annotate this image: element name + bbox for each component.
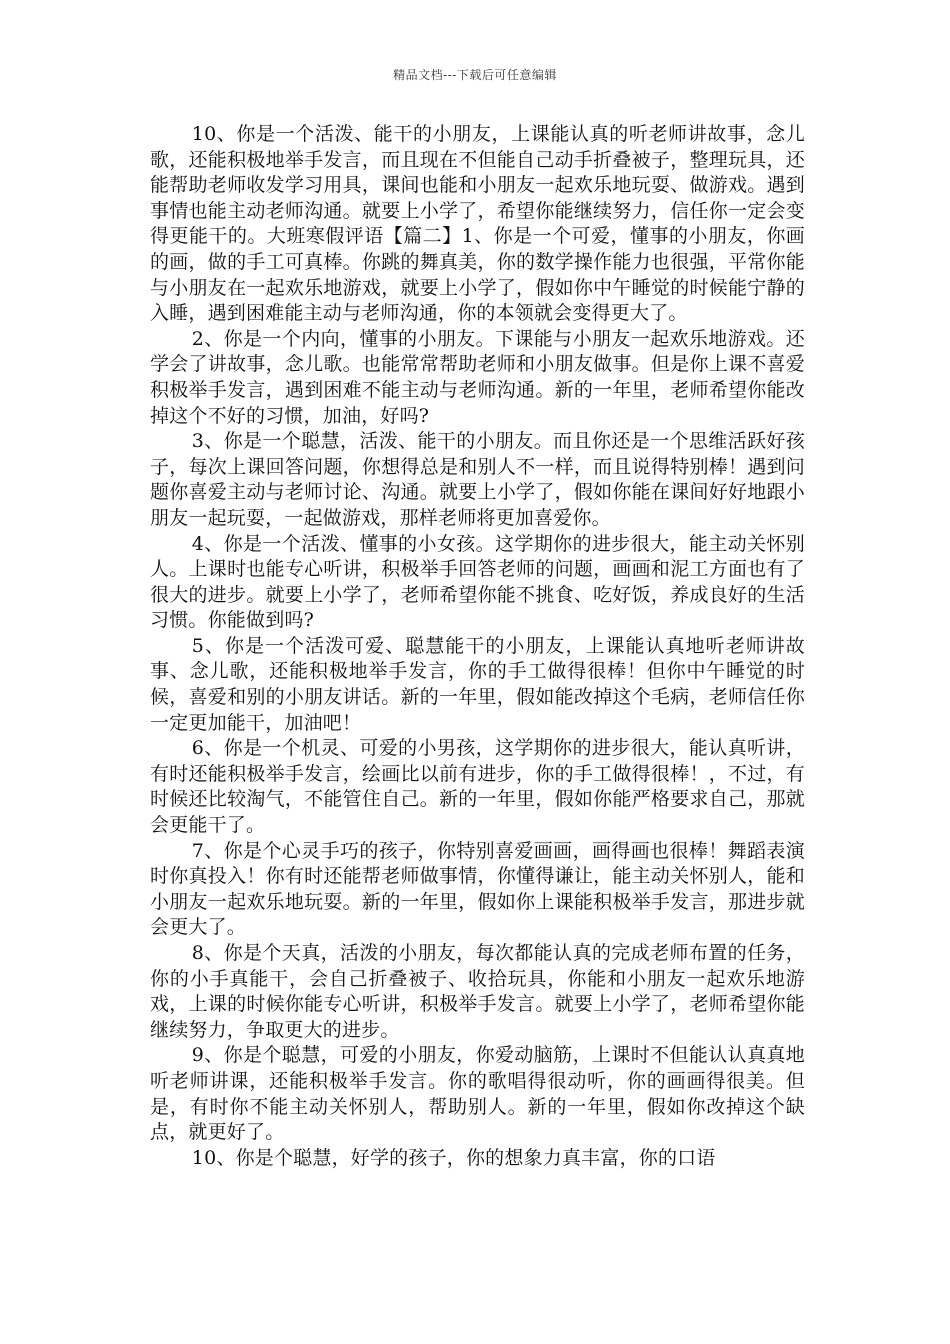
paragraph-6: 6、你是一个机灵、可爱的小男孩，这学期你的进步很大，能认真听讲，有时还能积极举手发言，绘画比以前有进步，你的手工做得很棒！，不过，有时候还比较淘气，不能管住自己。新的一年里，假如你能严格要求自己，那就会更能干了。: [150, 737, 805, 837]
paragraph-4: 4、你是一个活泼、懂事的小女孩。这学期你的进步很大，能主动关怀别人。上课时也能专心听讲，积极举手回答老师的问题，画画和泥工方面也有了很大的进步。就要上小学了，老师希望你能不挑食、吃好饭，养成良好的生活习惯。你能做到吗?: [150, 532, 805, 632]
page-header: 精品文档---下载后可任意编辑: [393, 68, 557, 82]
paragraph-1: 10、你是一个活泼、能干的小朋友，上课能认真的听老师讲故事，念儿歌，还能积极地举手发言，而且现在不但能自己动手折叠被子，整理玩具，还能帮助老师收发学习用具，课间也能和小朋友一起欢乐地玩耍、做游戏。遇到事情也能主动老师沟通。就要上小学了，希望你能继续努力，信任你一定会变得更能干的。大班寒假评语【篇二】1、你是一个可爱，懂事的小朋友，你画的画，做的手工可真棒。你跳的舞真美，你的数学操作能力也很强，平常你能与小朋友在一起欢乐地游戏，就要上小学了，假如你中午睡觉的时候能宁静的入睡，遇到困难能主动与老师沟通，你的本领就会变得更大了。: [150, 123, 805, 325]
paragraph-3: 3、你是一个聪慧，活泼、能干的小朋友。而且你还是一个思维活跃好孩子，每次上课回答问题，你想得总是和别人不一样，而且说得特别棒！遇到问题你喜爱主动与老师讨论、沟通。就要上小学了，假如你能在课间好好地跟小朋友一起玩耍，一起做游戏，那样老师将更加喜爱你。: [150, 430, 805, 529]
paragraph-10: 10、你是个聪慧，好学的孩子，你的想象力真丰富，你的口语: [191, 1146, 716, 1169]
paragraph-9: 9、你是个聪慧，可爱的小朋友，你爱动脑筋，上课时不但能认认真真地听老师讲课，还能积极举手发言。你的歌唱得很动听，你的画画得很美。但是，有时你不能主动关怀别人，帮助别人。新的一年里，假如你改掉这个缺点，就更好了。: [150, 1044, 805, 1144]
paragraph-5: 5、你是一个活泼可爱、聪慧能干的小朋友，上课能认真地听老师讲故事、念儿歌，还能积极地举手发言，你的手工做得很棒！但你中午睡觉的时候，喜爱和别的小朋友讲话。新的一年里，假如能改掉这个毛病，老师信任你一定更加能干，加油吧！: [150, 634, 805, 734]
paragraph-8: 8、你是个天真，活泼的小朋友，每次都能认真的完成老师布置的任务，你的小手真能干，会自己折叠被子、收拾玩具，你能和小朋友一起欢乐地游戏，上课的时候你能专心听讲，积极举手发言。就要上小学了，老师希望你能继续努力，争取更大的进步。: [150, 942, 805, 1041]
document-body: [150, 122, 805, 1171]
paragraph-7: 7、你是个心灵手巧的孩子，你特别喜爱画画，画得画也很棒！舞蹈表演时你真投入！你有时还能帮老师做事情，你懂得谦让，能主动关怀别人，能和小朋友一起欢乐地玩耍。新的一年里，假如你上课能积极举手发言，那进步就会更大了。: [150, 839, 805, 939]
paragraph-2: 2、你是一个内向，懂事的小朋友。下课能与小朋友一起欢乐地游戏。还学会了讲故事，念儿歌。也能常常帮助老师和小朋友做事。但是你上课不喜爱积极举手发言，遇到困难不能主动与老师沟通。新的一年里，老师希望你能改掉这个不好的习惯，加油，好吗?: [150, 327, 805, 427]
